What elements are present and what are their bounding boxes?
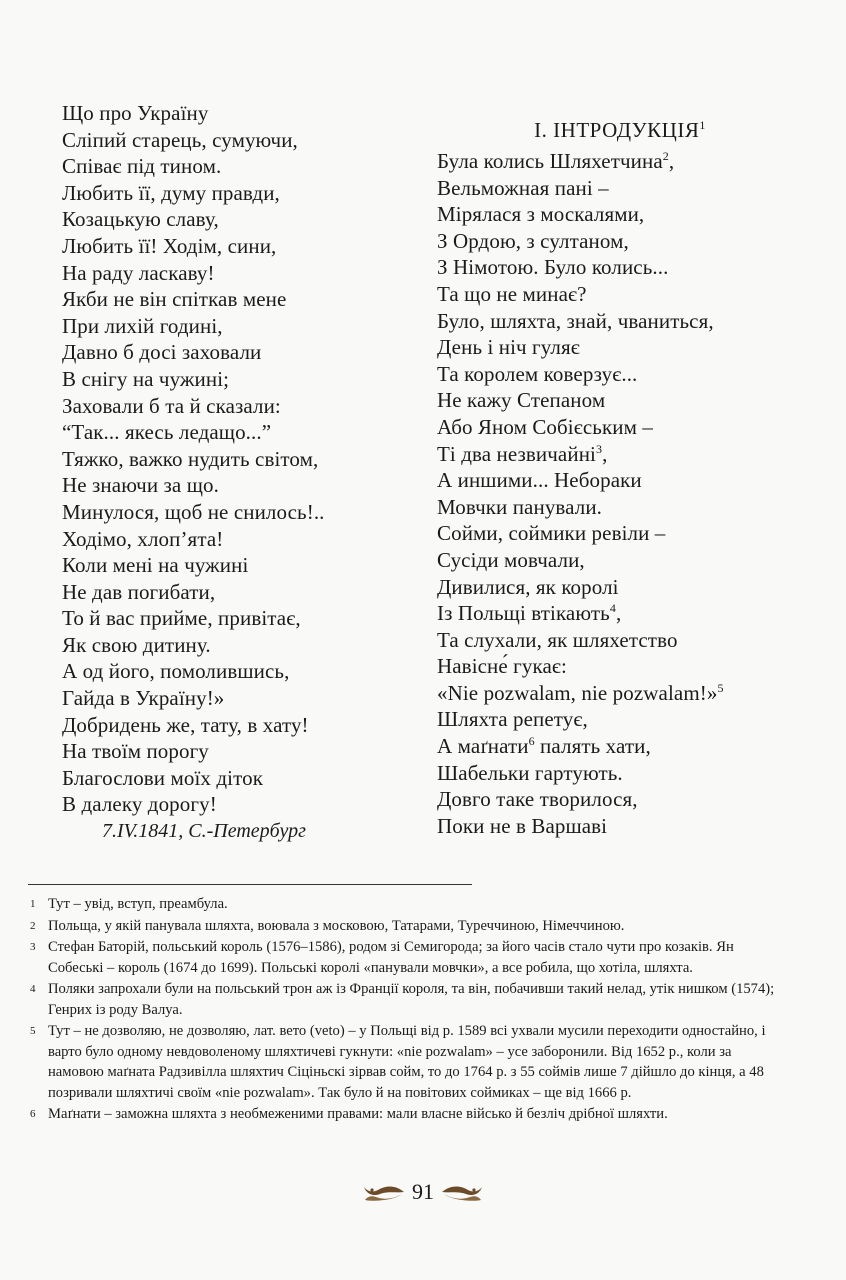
left-ornament-icon [362,1181,406,1203]
poem-line: Не знаючи за що. [62,473,219,498]
footnote [30,916,790,937]
footnote-text: Польща, у якій панувала шляхта, воювала з московою, Татарами, Туреччиною, Німеччиною. [48,917,625,934]
poem-line: Любить її! Ходім, сини, [62,233,277,258]
footnote-number: 1 [30,898,36,910]
poem-line: Ходімо, хлоп’ята! [62,526,224,551]
poem-line [437,414,797,441]
poem-date: 7.IV.1841, С.-Петербург [102,820,306,843]
poem-line-text: З Німотою. Було колись... [437,255,669,280]
footnote [30,979,790,1020]
poem-line: Співає під тином. [62,154,222,179]
footnote-number: 5 [30,1025,36,1037]
poem-line [437,786,797,813]
poem-line: Сліпий старець, сумуючи, [62,127,298,152]
footnote-ref: 5 [717,680,724,695]
left-poem-column [62,100,392,844]
poem-line: То й вас прийме, привітає, [62,606,301,631]
footnote-text: Поляки запрохали були на польський трон аж із Франції короля, та він, побачивши такий нелад, утік нишком (1574); Генрих із роду Валуа. [48,981,775,1018]
poem-line: А од його, помолившись, [62,659,290,684]
poem-line: “Так... якесь ледащо...” [62,420,272,445]
section-title-text: І. ІНТРОДУКЦІЯ [534,118,700,142]
poem-line [437,361,797,388]
poem-line-text: А иншими... Небораки [437,468,642,493]
poem-line-text: Сойми, соймики ревіли – [437,521,666,546]
poem-line [437,387,797,414]
poem-line-text: Та королем коверзує... [437,361,638,386]
poem-line-text: Та що не минає? [437,281,587,306]
poem-line: Гайда в Україну!» [62,686,225,711]
poem-line [437,706,797,733]
poem-line: Якби не він спіткав мене [62,287,287,312]
poem-line-text: Мірялася з москалями, [437,202,645,227]
poem-line [437,308,797,335]
footnote-ref: 6 [528,734,535,749]
footnote-text: Тут – увід, вступ, преамбула. [48,896,228,912]
poem-line [437,334,797,361]
section-title [437,118,797,142]
poem-line: В далеку дорогу! [62,792,217,817]
footnote-text: Тут – не дозволяю, не дозволяю, лат. вето (veto) – у Польщі від р. 1589 всі ухвали мусили переходити одностайно, і варто було одному невдоволеному шляхтичеві гукнути: «nie pozwalam» – усе заборонили. Від 1652 р., коли за намовою маґната Радзивілла шляхтич Сіціньскі зірвав сойм, то до 1764 р. з 55 соймів лише 7 дійшло до кінця, а 48 позривали шляхтичі своїм «nie pozwalam». Так було й на повітових соймиках – ще від 1666 р. [48,1023,766,1101]
page-footer [0,1180,846,1208]
footnote-number: 3 [30,941,36,953]
poem-line [437,175,797,202]
footnote-ref: 3 [595,441,603,456]
poem-line: Минулося, щоб не снилось!.. [62,499,325,524]
poem-line-text: Та слухали, як шляхетство [437,627,678,652]
poem-line [437,281,797,308]
poem-line-tail: , [602,441,608,466]
poem-line-tail: , [615,601,622,626]
right-poem-column [437,100,797,839]
poem-line [437,148,797,175]
poem-line: В снігу на чужині; [62,366,230,391]
poem-line: На раду ласкаву! [62,260,215,285]
poem-line [437,760,797,787]
poem-line: Тяжко, важко нудить світом, [62,446,319,471]
poem-line: Козацькую славу, [62,207,219,232]
footnote-ref: 1 [699,118,706,132]
poem-line-text: «Nie pozwalam, nie pozwalam!» [437,680,718,705]
poem-line: На твоїм порогу [62,739,209,764]
poem-line-text: Була колись Шляхетчина [437,149,663,173]
poem-line-tail: палять хати, [534,734,651,759]
footnote-ref: 2 [662,149,669,163]
right-ornament-icon [440,1181,484,1203]
poem-line: Любить її, думу правди, [62,180,280,205]
poem-line-text: День і ніч гуляє [437,335,580,360]
poem-line [437,680,797,707]
footnote-number: 2 [30,919,36,932]
footnote [30,937,790,978]
poem-line-text: Було, шляхта, знай, чваниться, [437,308,714,333]
poem-line: Що про Україну [62,101,209,125]
poem-line-tail: , [668,149,675,173]
poem-line [437,574,797,601]
poem-line-text: Дивилися, як королі [437,574,619,599]
poem-line-text: Сусіди мовчали, [437,547,585,572]
poem-line [437,254,797,281]
poem-line: Благослови моїх діток [62,765,263,790]
poem-line-text: Ті два незвичайні [437,441,596,466]
footnote-text: Стефан Баторій, польський король (1576–1586), родом зі Семигорода; за його часів стало чути про козаків. Ян Собеські – король (1674 до 1699). Польські королі «панували мовчки», а все робила, що хотіла, шляхта. [48,939,734,976]
poem-line-text: Або Яном Собієським – [437,414,653,439]
poem-line-text: Мовчки панували. [437,494,603,519]
footnotes [30,894,790,1125]
poem-line [437,600,797,627]
poem-line-text: Вельможная пані – [437,175,609,200]
poem-line [437,627,797,654]
footnote-text: Маґнати – заможна шляхта з необмеженими правами: мали власне військо й безліч дрібної шляхти. [48,1106,668,1122]
poem-line [437,733,797,760]
footnote-number: 4 [30,983,36,995]
poem-line [437,813,797,840]
poem-line-text: Не кажу Степаном [437,388,606,413]
footnote-divider [28,884,472,885]
poem-line [437,520,797,547]
poem-line-text: З Ордою, з султаном, [437,228,629,253]
poem-line [437,467,797,494]
poem-line [437,653,797,680]
poem-line-text: Шабельки гартують. [437,760,623,785]
poem-line [437,201,797,228]
poem-line-text: Із Польщі втікають [437,601,610,626]
footnote [30,1021,790,1103]
poem-line-text: Поки не в Варшаві [437,813,608,838]
poem-line: Не дав погибати, [62,579,216,604]
poem-line-text: Навісне́ гукає: [437,654,567,679]
poem-line-text: Шляхта репетує, [437,707,588,732]
poem-line: Добридень же, тату, в хату! [62,712,309,737]
poem-line [437,441,797,468]
poem-line-text: А маґнати [437,734,529,759]
poem-line [437,547,797,574]
page-number: 91 [412,1179,434,1204]
footnote [30,1104,790,1125]
footnote-ref: 4 [609,601,616,616]
footnote-number: 6 [30,1108,36,1120]
poem-line: Коли мені на чужині [62,553,249,578]
poem-line: Як свою дитину. [62,632,211,657]
poem-line-text: Довго таке творилося, [437,787,638,812]
poem-line [437,228,797,255]
poem-line: При лихій годині, [62,313,223,338]
poem-line: Давно б досі заховали [62,340,262,365]
poem-line: Заховали б та й сказали: [62,393,281,418]
footnote [30,894,790,915]
poem-line [437,494,797,521]
